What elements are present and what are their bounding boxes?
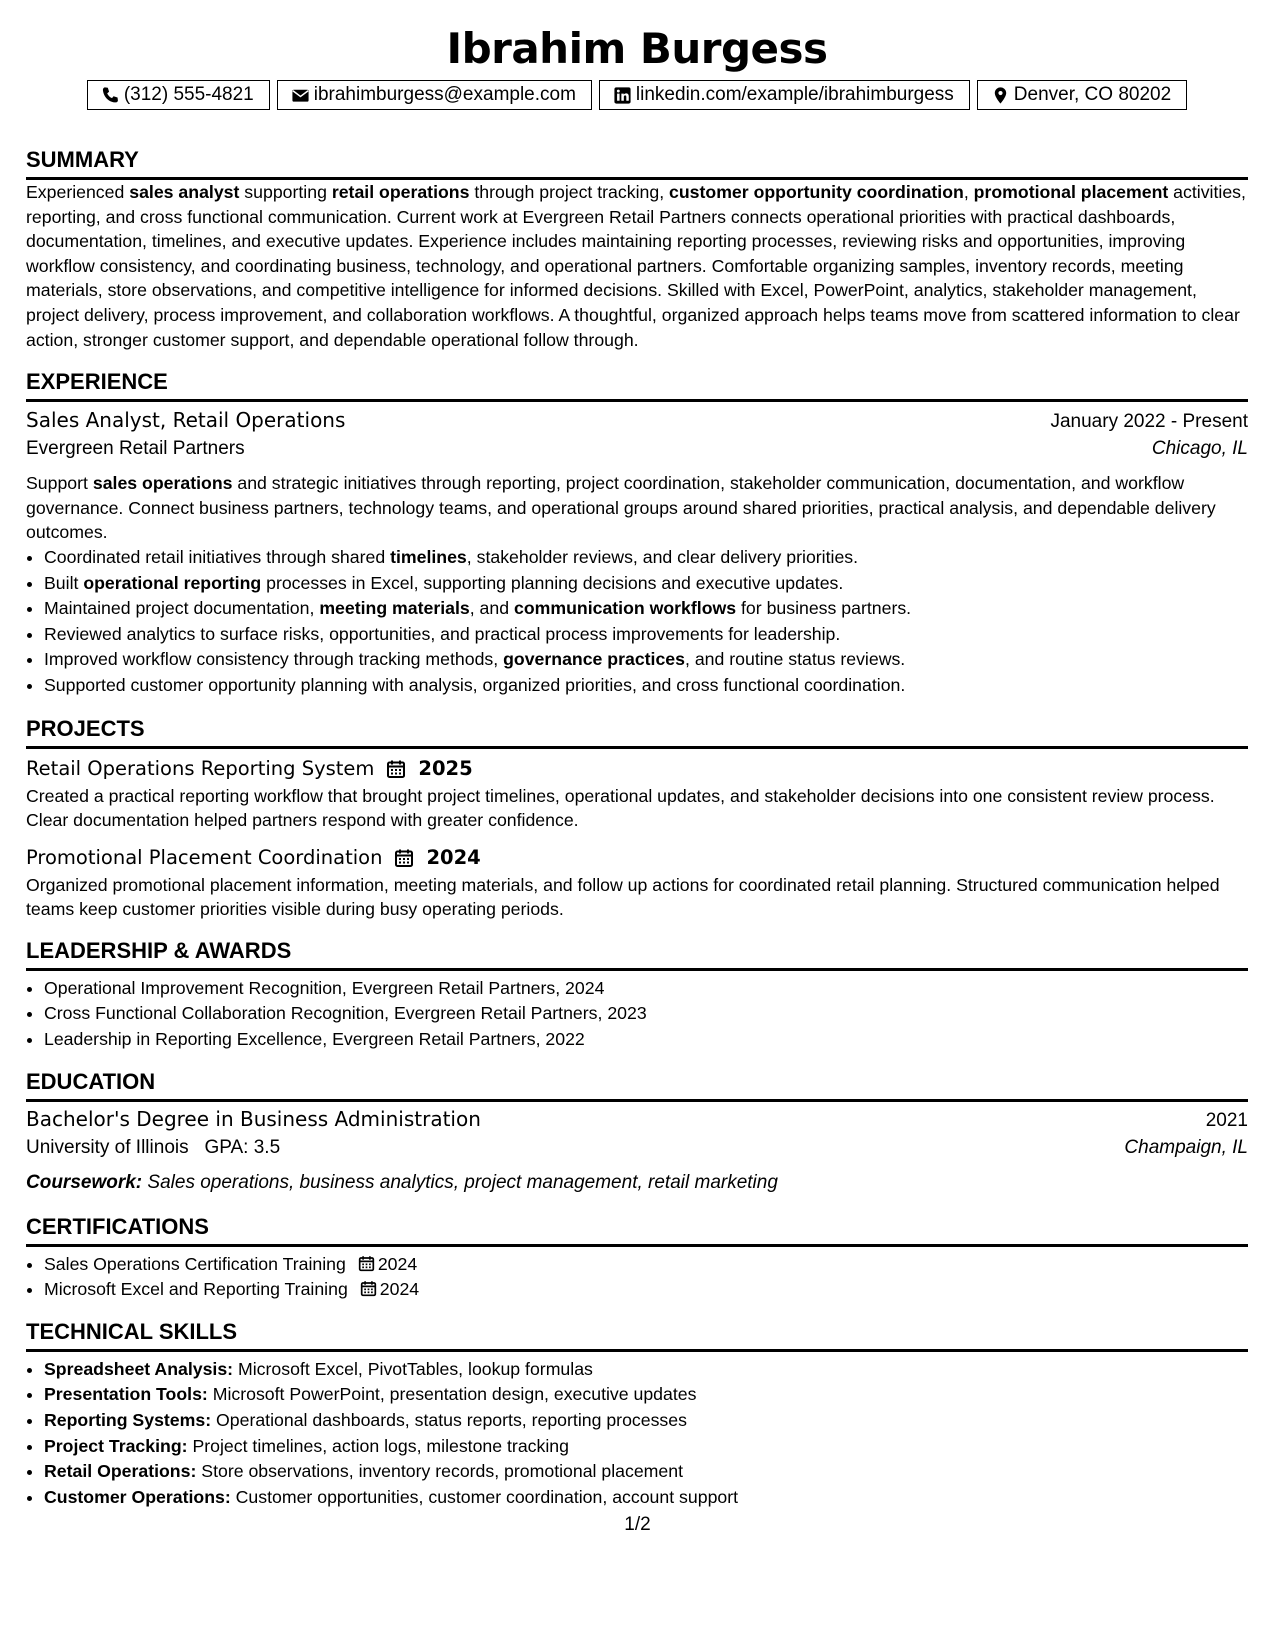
job-description: Support sales operations and strategic initiatives through reporting, project coordination, stakeholder communication, documentation, and workflow governance. Connect business partners, technology teams, and operational groups around shared priorities, practical analysis, and dependable delivery outcomes. <box>26 473 1216 543</box>
list-item <box>44 1434 1248 1460</box>
education-subheader <box>26 1137 1248 1167</box>
graduation-year: 2021 <box>1205 1109 1248 1131</box>
list-item <box>44 1357 1248 1383</box>
skill-label: Spreadsheet Analysis: <box>44 1358 234 1379</box>
calendar-icon <box>386 759 406 779</box>
skills-list <box>26 1357 1248 1511</box>
awards-section <box>26 937 1248 1053</box>
contact-linkedin <box>599 80 970 110</box>
skill-label: Reporting Systems: <box>44 1410 212 1431</box>
contact-email <box>277 80 592 110</box>
project-title <box>26 843 1248 873</box>
email-text[interactable]: ibrahimburgess@example.com <box>313 84 576 105</box>
project-name: Retail Operations Reporting System <box>26 757 375 780</box>
project-name: Promotional Placement Coordination <box>26 846 383 870</box>
awards-list <box>26 976 1248 1053</box>
cert-name: Sales Operations Certification Training <box>44 1253 346 1274</box>
gpa: GPA: 3.5 <box>204 1136 281 1158</box>
calendar-icon <box>360 1280 377 1297</box>
experience-section <box>26 368 1248 698</box>
location-text: Denver, CO 80202 <box>1013 84 1172 105</box>
project-description: Organized promotional placement information, meeting materials, and follow up actions for coordinated retail planning. Structured communication helped teams keep customer priorities visible during busy operating periods. <box>26 874 1220 920</box>
job-dates: January 2022 - Present <box>1050 411 1248 433</box>
cert-year: 2024 <box>377 1253 418 1274</box>
phone-icon <box>101 86 120 105</box>
resume-page <box>26 0 1248 1510</box>
section-title-certifications: CERTIFICATIONS <box>26 1213 209 1239</box>
certifications-list <box>26 1252 1248 1303</box>
list-item <box>44 1485 1248 1511</box>
linkedin-text[interactable]: linkedin.com/example/ibrahimburgess <box>635 84 954 105</box>
project-description: Created a practical reporting workflow that brought project timelines, operational updates, and stakeholder decisions into one consistent review process. Clear documentation helped partners respond with greater confidence. <box>26 785 1215 831</box>
linkedin-icon <box>613 86 632 105</box>
candidate-name: Ibrahim Burgess <box>446 24 828 73</box>
list-item <box>44 1277 1248 1303</box>
list-item <box>44 1252 1248 1278</box>
map-pin-icon <box>991 86 1010 105</box>
company-name: Evergreen Retail Partners <box>26 438 245 460</box>
projects-section <box>26 715 1248 922</box>
list-item: • Cross Functional Collaboration Recognition, Evergreen Retail Partners, 2023 <box>44 1001 1248 1027</box>
calendar-icon <box>358 1255 375 1272</box>
skill-value: Microsoft PowerPoint, presentation design, executive updates <box>212 1384 697 1405</box>
phone-text[interactable]: (312) 555-4821 <box>123 84 254 105</box>
cert-year: 2024 <box>379 1279 420 1300</box>
list-item: • Built operational reporting processes in Excel, supporting planning decisions and executive updates. <box>44 571 1248 597</box>
coursework-text: Sales operations, business analytics, project management, retail marketing <box>147 1171 778 1193</box>
cert-name: Microsoft Excel and Reporting Training <box>44 1279 348 1300</box>
section-title-education: EDUCATION <box>26 1068 156 1094</box>
section-title-projects: PROJECTS <box>26 715 145 741</box>
contact-phone <box>87 80 270 110</box>
list-item <box>44 1459 1248 1485</box>
contact-location <box>977 80 1187 110</box>
section-divider <box>26 746 1248 749</box>
skill-value: Microsoft Excel, PivotTables, lookup formulas <box>238 1358 593 1379</box>
list-item: • Improved workflow consistency through tracking methods, governance practices, and routine status reviews. <box>44 647 1248 673</box>
project-title <box>26 754 1248 784</box>
contact-bar <box>26 80 1248 110</box>
skill-value: Store observations, inventory records, promotional placement <box>201 1461 683 1482</box>
skill-label: Presentation Tools: <box>44 1384 208 1405</box>
school-line <box>26 1137 280 1159</box>
list-item <box>44 1408 1248 1434</box>
calendar-icon <box>394 848 414 868</box>
project-year: 2025 <box>418 757 473 780</box>
skill-value: Operational dashboards, status reports, reporting processes <box>216 1410 687 1431</box>
section-title-awards: LEADERSHIP & AWARDS <box>26 937 292 963</box>
skills-section <box>26 1318 1248 1511</box>
job-subheader <box>26 438 1248 468</box>
summary-section <box>26 146 1248 352</box>
school-location: Champaign, IL <box>1124 1136 1248 1158</box>
list-item: • Leadership in Reporting Excellence, Evergreen Retail Partners, 2022 <box>44 1027 1248 1053</box>
page-number: 1/2 <box>624 1514 651 1535</box>
section-divider <box>26 1099 1248 1102</box>
list-item: • Maintained project documentation, meeting materials, and communication workflows for business partners. <box>44 596 1248 622</box>
section-title-experience: EXPERIENCE <box>26 369 168 395</box>
list-item: • Coordinated retail initiatives through shared timelines, stakeholder reviews, and clear delivery priorities. <box>44 545 1248 571</box>
skill-label: Retail Operations: <box>44 1461 197 1482</box>
degree-name: Bachelor's Degree in Business Administration <box>26 1106 481 1131</box>
section-divider <box>26 968 1248 971</box>
school-name: University of Illinois <box>26 1136 189 1158</box>
section-title-summary: SUMMARY <box>26 147 139 172</box>
section-divider <box>26 1244 1248 1247</box>
envelope-icon <box>291 86 310 105</box>
job-title: Sales Analyst, Retail Operations <box>26 408 346 433</box>
section-divider <box>26 1349 1248 1352</box>
skill-value: Customer opportunities, customer coordination, account support <box>235 1486 739 1507</box>
list-item: • Supported customer opportunity planning with analysis, organized priorities, and cross functional coordination. <box>44 673 1248 699</box>
coursework-line <box>26 1167 1248 1199</box>
education-section <box>26 1068 1248 1199</box>
skill-label: Customer Operations: <box>44 1486 231 1507</box>
list-item <box>44 1382 1248 1408</box>
section-divider <box>26 399 1248 402</box>
job-bullets <box>26 545 1248 699</box>
summary-text: Experienced sales analyst supporting retail operations through project tracking, customer opportunity coordination, promotional placement activities, reporting, and cross functional communication. Current work at Evergreen Retail Partners connects operational priorities with practical dashboards, documentation, timelines, and executive updates. Experience includes maintaining reporting processes, reviewing risks and opportunities, improving workflow consistency, and coordinating business, technology, and operational partners. Comfortable organizing samples, inventory records, meeting materials, store observations, and competitive intelligence for informed decisions. Skilled with Excel, PowerPoint, analytics, stakeholder management, project delivery, process improvement, and collaboration workflows. A thoughtful, organized approach helps teams move from scattered information to clear action, stronger customer support, and dependable operational follow through. <box>26 182 1246 350</box>
section-title-skills: TECHNICAL SKILLS <box>26 1318 238 1344</box>
certifications-section <box>26 1213 1248 1303</box>
skill-label: Project Tracking: <box>44 1435 188 1456</box>
list-item: • Reviewed analytics to surface risks, opportunities, and practical process improvements for leadership. <box>44 622 1248 648</box>
list-item: • Operational Improvement Recognition, Evergreen Retail Partners, 2024 <box>44 976 1248 1002</box>
coursework-label: Coursework: <box>26 1171 143 1193</box>
job-location: Chicago, IL <box>1151 438 1248 460</box>
education-header <box>26 1107 1248 1137</box>
project-year: 2024 <box>426 846 481 870</box>
job-header <box>26 408 1248 438</box>
skill-value: Project timelines, action logs, milestone tracking <box>192 1435 569 1456</box>
